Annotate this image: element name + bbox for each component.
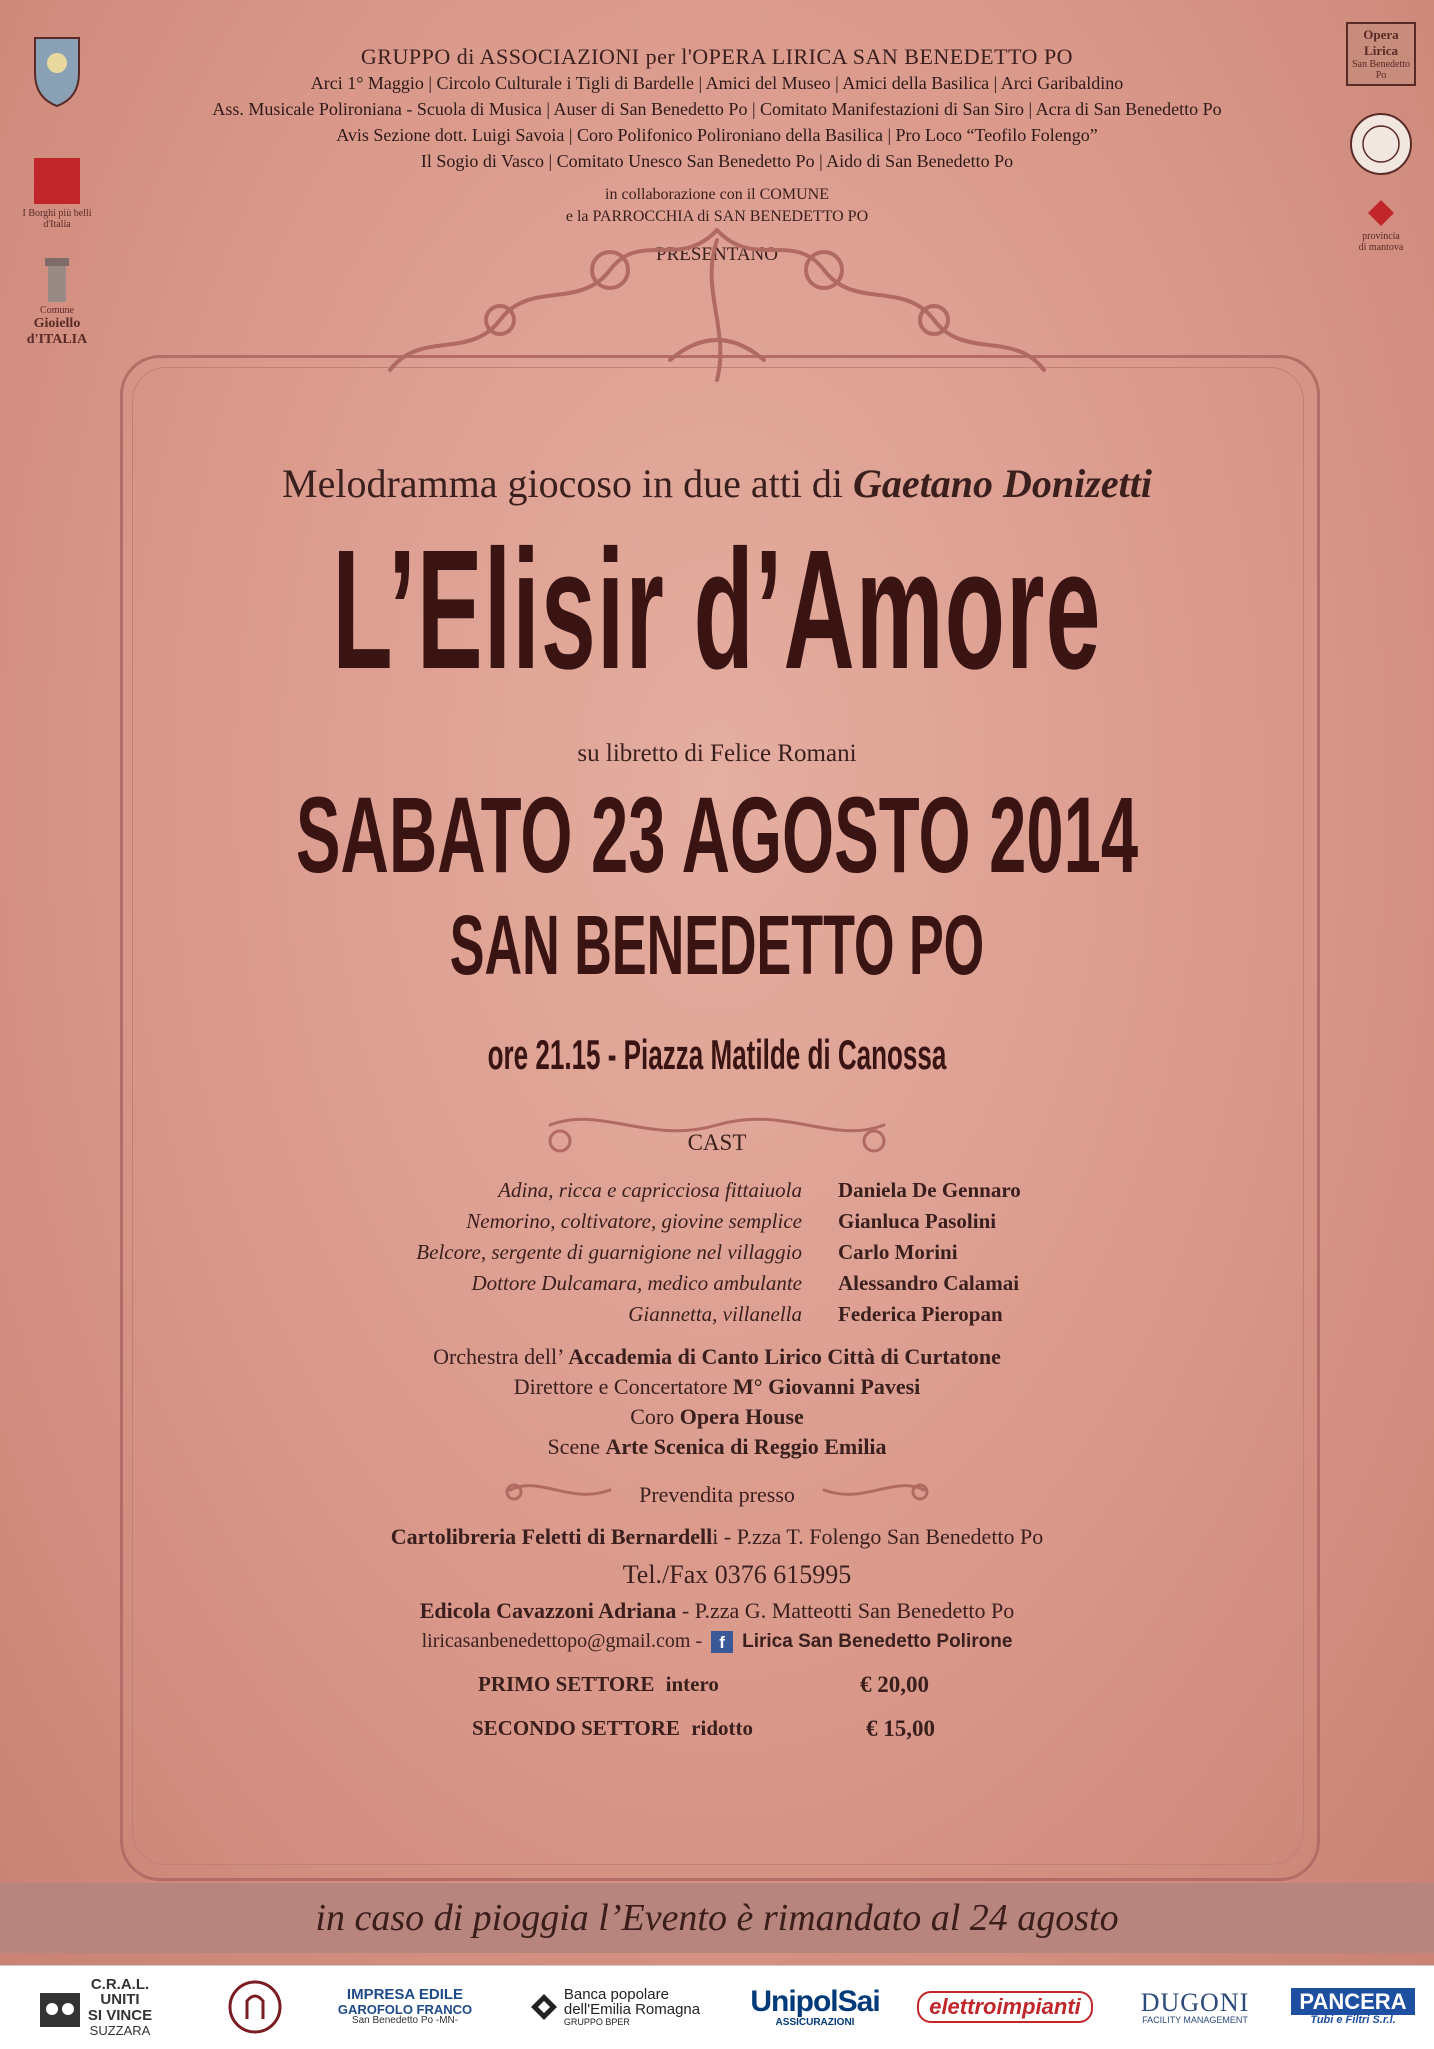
borghi-piu-belli-logo: I Borghi più belli d'Italia	[22, 158, 92, 230]
association-line-3: Avis Sezione dott. Luigi Savoia | Coro Polifonico Polironiano della Basilica | Pro Loco “Teofilo Folengo”	[336, 125, 1098, 145]
bper-line-2: dell'Emilia Romagna	[563, 2001, 701, 2019]
cantina-seal-icon	[227, 1979, 283, 2035]
cast-role-2: Nemorino, coltivatore, giovine semplice	[466, 1209, 802, 1233]
cast-role-5: Giannetta, villanella	[628, 1302, 802, 1326]
event-date: SABATO 23 AGOSTO 2014	[295, 774, 1139, 895]
price-value-2: € 15,00	[866, 1716, 935, 1741]
email-link[interactable]: liricasanbenedettopo@gmail.com -	[421, 1630, 703, 1652]
pancera-line-2: Tubi e Filtri S.r.l.	[1310, 2013, 1396, 2026]
bper-line-3: GRUPPO BPER	[563, 2017, 630, 2028]
presale-heading: Prevendita presso	[639, 1482, 795, 1507]
unipolsai-line-1: UnipolSai	[750, 1985, 880, 2018]
event-time-location: ore 21.15 - Piazza Matilde di Canossa	[487, 1031, 947, 1078]
cast-name-1: Daniela De Gennaro	[838, 1178, 1021, 1202]
rain-notice: in caso di pioggia l’Evento è rimandato al 24 agosto	[0, 1883, 1434, 1953]
sponsor-pancera-logo	[1290, 1976, 1416, 2038]
facebook-icon: f	[711, 1631, 733, 1653]
director-line	[0, 1374, 1434, 1400]
cral-line-3: SI VINCE	[87, 2007, 153, 2025]
comune-gioiello-logo: Comune Gioiello d'ITALIA	[22, 258, 92, 348]
collaboration-line-1: in collaborazione con il COMUNE	[605, 186, 829, 203]
dugoni-line-1: DUGONI	[1140, 1987, 1250, 2017]
opera-lirica-logo: Opera Lirica San Benedetto Po	[1346, 22, 1416, 86]
choir-prefix: Coro	[630, 1404, 680, 1429]
cast-role-1: Adina, ricca e capricciosa fittaiuola	[498, 1178, 802, 1202]
price-value-1: € 20,00	[860, 1672, 929, 1697]
sponsor-impresa-edile-logo	[320, 1976, 490, 2038]
sponsor-elettroimpianti-logo	[905, 1976, 1105, 2038]
elettroimpianti-text: elettroimpianti	[917, 1991, 1093, 2022]
organizer-title: GRUPPO di ASSOCIAZIONI per l'OPERA LIRICA SAN BENEDETTO PO	[360, 44, 1074, 69]
cast-name-4: Alessandro Calamai	[838, 1271, 1020, 1295]
cral-icon	[38, 1985, 82, 2029]
cral-line-1: C.R.A.L.	[90, 1975, 150, 1993]
libretto-line: su libretto di Felice Romani	[577, 740, 857, 767]
price-type-2: ridotto	[691, 1716, 754, 1740]
association-line-2: Ass. Musicale Polironiana - Scuola di Musica | Auser di San Benedetto Po | Comitato Manifestazioni di San Siro | Acra di San Benedetto Po	[212, 99, 1222, 119]
scenes-name: Arte Scenica di Reggio Emilia	[605, 1434, 887, 1459]
cast-name-3: Carlo Morini	[838, 1240, 958, 1264]
cast-heading: CAST	[687, 1130, 747, 1155]
scenes-prefix: Scene	[547, 1434, 606, 1459]
director-name: M° Giovanni Pavesi	[733, 1374, 921, 1399]
impresa-line-3: San Benedetto Po -MN-	[351, 2015, 459, 2027]
subtitle-prefix: Melodramma giocoso in due atti di	[282, 461, 854, 506]
price-sector-1: PRIMO SETTORE	[478, 1672, 655, 1696]
presentano-label: PRESENTANO	[656, 244, 778, 265]
contact-line	[0, 1630, 1434, 1653]
scenes-line	[0, 1434, 1434, 1460]
choir-line	[0, 1404, 1434, 1430]
top-scroll-ornament	[380, 210, 1054, 410]
price-sector-2: SECONDO SETTORE	[472, 1716, 680, 1740]
presale-phone: Tel./Fax 0376 615995	[622, 1560, 852, 1589]
bper-line-1: Banca popolare	[563, 1985, 669, 2003]
cast-name-2: Gianluca Pasolini	[838, 1209, 997, 1233]
collaboration-line-2: e la PARROCCHIA di SAN BENEDETTO PO	[565, 208, 869, 225]
association-line-1: Arci 1° Maggio | Circolo Culturale i Tigli di Bardelle | Amici del Museo | Amici della Basilica | Arci Garibaldino	[310, 73, 1124, 93]
facebook-page-link[interactable]: Lirica San Benedetto Polirone	[742, 1631, 1013, 1652]
sponsors-strip	[0, 1965, 1434, 2049]
subtitle-line	[0, 460, 1434, 507]
bper-diamond-icon	[530, 1993, 558, 2021]
provincia-mantova-logo: provincia di mantova	[1346, 198, 1416, 253]
cast-role-3: Belcore, sergente di guarnigione nel villaggio	[416, 1240, 802, 1264]
presale-shop-2	[0, 1598, 1434, 1624]
cast-name-5: Federica Pieropan	[838, 1302, 1003, 1326]
sponsor-dugoni-logo	[1120, 1976, 1270, 2038]
director-prefix: Direttore e Concertatore	[513, 1374, 734, 1399]
cral-line-4: SUZZARA	[89, 2022, 151, 2038]
shop2-address: - P.zza G. Matteotti San Benedetto Po	[676, 1598, 1015, 1623]
price-row-1	[478, 1672, 719, 1697]
shop1-address: i - P.zza T. Folengo San Benedetto Po	[712, 1524, 1044, 1549]
orchestra-prefix: Orchestra dell’	[433, 1344, 569, 1369]
choir-name: Opera House	[679, 1404, 804, 1429]
opera-title: L’Elisir d’Amore	[332, 515, 1102, 705]
sponsor-bper-logo	[520, 1976, 710, 2038]
shop1-name: Cartolibreria Feletti di Bernardell	[390, 1524, 713, 1549]
sponsor-cral-logo	[20, 1976, 170, 2038]
price-type-1: intero	[665, 1672, 719, 1696]
impresa-line-1: IMPRESA EDILE	[346, 1986, 464, 2004]
composer-name: Gaetano Donizetti	[853, 461, 1152, 506]
orchestra-line	[0, 1344, 1434, 1370]
pancera-line-1: PANCERA	[1291, 1988, 1414, 2015]
cast-role-4: Dottore Dulcamara, medico ambulante	[471, 1271, 802, 1295]
impresa-line-2: GAROFOLO FRANCO	[337, 2001, 473, 2017]
sponsor-cantina-logo	[200, 1976, 310, 2038]
association-line-4: Il Sogio di Vasco | Comitato Unesco San Benedetto Po | Aido di San Benedetto Po	[420, 151, 1014, 171]
cral-line-2: UNITI	[100, 1991, 140, 2009]
price-row-2	[472, 1716, 753, 1741]
event-place: SAN BENEDETTO PO	[449, 898, 985, 992]
dugoni-line-2: FACILITY MANAGEMENT	[1142, 2014, 1248, 2025]
unipolsai-line-2: ASSICURAZIONI	[775, 2016, 855, 2028]
sponsor-unipolsai-logo	[740, 1976, 890, 2038]
orchestra-name: Accademia di Canto Lirico Città di Curtatone	[568, 1344, 1001, 1369]
presale-shop-1	[0, 1524, 1434, 1550]
shop2-name: Edicola Cavazzoni Adriana	[419, 1598, 677, 1623]
